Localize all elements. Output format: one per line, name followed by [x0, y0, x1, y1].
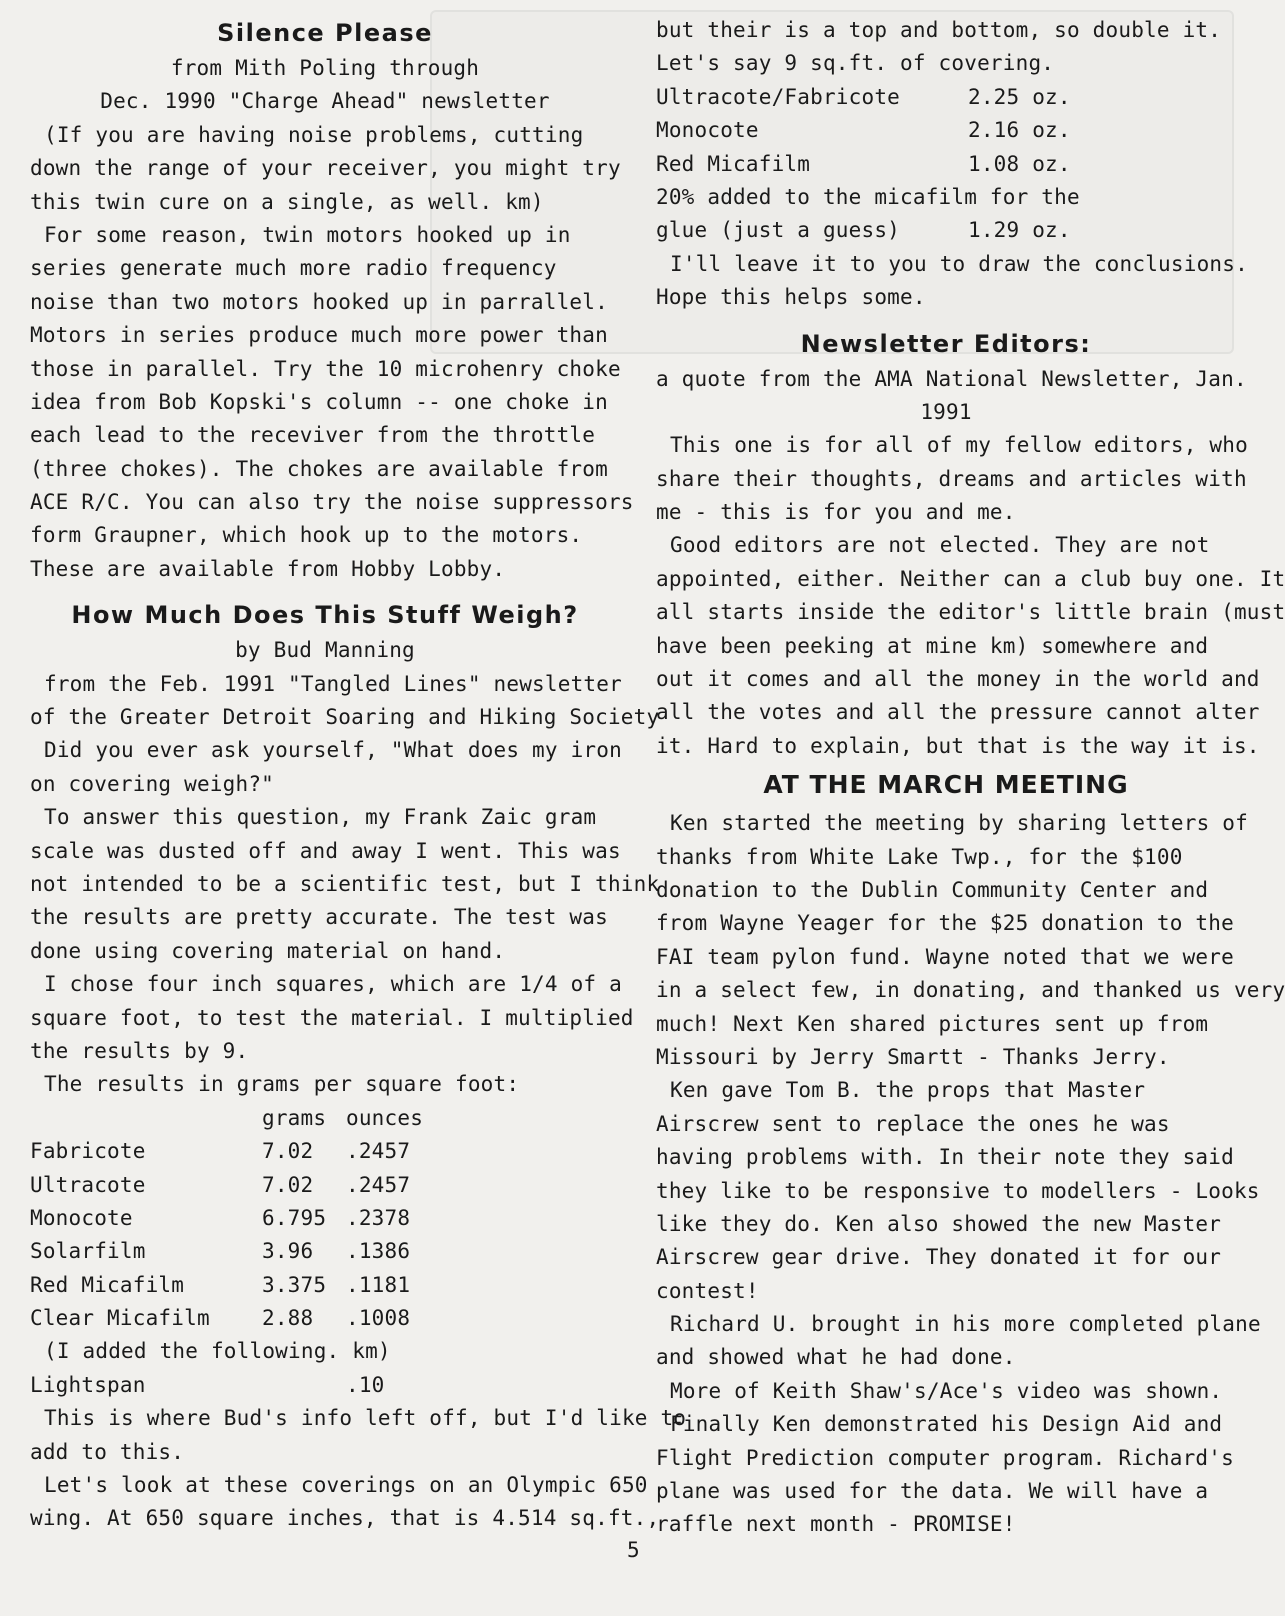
table-cell: .1181: [346, 1272, 411, 1297]
body-line: appointed, either. Neither can a club buy one. It: [656, 566, 1285, 591]
table-cell: 6.795: [262, 1205, 327, 1230]
body-line: donation to the Dublin Community Center and: [656, 877, 1209, 902]
body-line: Did you ever ask yourself, "What does my iron: [44, 738, 622, 763]
table-row: [30, 1135, 620, 1168]
body-line: plane was used for the data. We will have a: [656, 1479, 1209, 1504]
body-line: scale was dusted off and away I went. This was: [30, 838, 621, 863]
body-line: FAI team pylon fund. Wayne noted that we were: [656, 944, 1234, 969]
table-row: [30, 1235, 620, 1268]
table-header: [30, 1102, 620, 1135]
body-line: Ken gave Tom B. the props that Master: [670, 1078, 1146, 1103]
body-line: Airscrew gear drive. They donated it for our: [656, 1245, 1222, 1270]
body-line: all the votes and all the pressure cannot alter: [656, 700, 1260, 725]
body-line: not intended to be a scientific test, but I think: [30, 871, 660, 896]
body-line: I chose four inch squares, which are 1/4 of a: [44, 972, 622, 997]
body-line: having problems with. In their note they said: [656, 1145, 1234, 1170]
body-line: For some reason, twin motors hooked up in: [44, 222, 571, 247]
weight-label: Monocote: [656, 118, 759, 143]
body-line: it. Hard to explain, but that is the way it is.: [656, 733, 1260, 758]
byline: by Bud Manning: [235, 638, 415, 663]
table-row: [30, 1269, 620, 1302]
table-cell: .10: [346, 1372, 385, 1397]
body-line: noise than two motors hooked up in parrallel.: [30, 289, 608, 314]
weight-label: glue (just a guess): [656, 218, 901, 243]
table-cell: Ultracote: [30, 1172, 146, 1197]
body-line: Finally Ken demonstrated his Design Aid and: [670, 1412, 1223, 1437]
body-line: form Graupner, which hook up to the motors.: [30, 523, 583, 548]
table-cell: 7.02: [262, 1139, 314, 1164]
quote-source-year: 1991: [920, 399, 972, 424]
table-row: [30, 1369, 620, 1402]
table-cell: .1008: [346, 1306, 411, 1331]
body-line: like they do. Ken also showed the new Master: [656, 1211, 1222, 1236]
table-cell: Fabricote: [30, 1139, 146, 1164]
body-line: 20% added to the micafilm for the: [656, 184, 1080, 209]
body-line: they like to be responsive to modellers - Looks: [656, 1178, 1260, 1203]
weight-row: [656, 148, 1236, 181]
body-line: out it comes and all the money in the world and: [656, 667, 1260, 692]
body-line: much! Next Ken shared pictures sent up from: [656, 1011, 1209, 1036]
right-column: [656, 14, 1285, 1542]
body-line: Hope this helps some.: [656, 285, 926, 310]
body-line: Let's look at these coverings on an Olympic 650: [44, 1473, 648, 1498]
added-note: (I added the following. km): [44, 1339, 391, 1364]
weight-value: 2.16 oz.: [968, 118, 1071, 143]
table-cell: Lightspan: [30, 1372, 146, 1397]
body-line: thanks from White Lake Twp., for the $100: [656, 844, 1183, 869]
body-line: but their is a top and bottom, so double it.: [656, 18, 1222, 42]
editor-note-line: down the range of your receiver, you might try: [30, 156, 621, 181]
table-row: [30, 1302, 620, 1335]
editor-note-line: (If you are having noise problems, cutting: [44, 122, 584, 147]
body-line: ACE R/C. You can also try the noise suppressors: [30, 490, 634, 515]
table-cell: 7.02: [262, 1172, 314, 1197]
table-row: [30, 1169, 620, 1202]
table-cell: 3.375: [262, 1272, 327, 1297]
body-line: done using covering material on hand.: [30, 938, 506, 963]
table-cell: 3.96: [262, 1239, 314, 1264]
body-line: Flight Prediction computer program. Richard's: [656, 1445, 1234, 1470]
body-line: Ken started the meeting by sharing letters of: [670, 811, 1248, 836]
body-line: Missouri by Jerry Smartt - Thanks Jerry.: [656, 1044, 1170, 1069]
body-line: To answer this question, my Frank Zaic gram: [44, 805, 597, 830]
weight-table: [30, 1102, 620, 1403]
table-cell: [262, 1369, 346, 1402]
table-cell: Solarfilm: [30, 1239, 146, 1264]
weight-value: 2.25 oz.: [968, 84, 1071, 109]
table-cell: .2378: [346, 1205, 411, 1230]
byline: from Mith Poling through: [170, 56, 480, 80]
body-line: This one is for all of my fellow editors, who: [670, 433, 1248, 458]
table-cell: .1386: [346, 1239, 411, 1264]
body-line: share their thoughts, dreams and articles with: [656, 466, 1247, 491]
body-line: contest!: [656, 1278, 759, 1303]
weight-value: 1.29 oz.: [968, 218, 1071, 243]
weight-row: [656, 81, 1236, 114]
page-number: 5: [627, 1538, 640, 1562]
table-row: [30, 1202, 620, 1235]
source-line: of the Greater Detroit Soaring and Hiking Society: [30, 705, 660, 730]
body-line: and showed what he had done.: [656, 1345, 1016, 1370]
body-line: on covering weigh?": [30, 771, 275, 796]
table-header-cell: ounces: [346, 1105, 424, 1130]
byline-source: Dec. 1990 "Charge Ahead" newsletter: [100, 89, 550, 114]
body-line: me - this is for you and me.: [656, 500, 1016, 525]
body-line: These are available from Hobby Lobby.: [30, 556, 506, 581]
table-cell: .2457: [346, 1172, 411, 1197]
article-title-weigh: How Much Does This Stuff Weigh?: [71, 601, 579, 630]
body-line: Richard U. brought in his more completed plane: [670, 1312, 1261, 1337]
body-line: all starts inside the editor's little brain (must: [656, 600, 1285, 625]
table-cell: 2.88: [262, 1306, 314, 1331]
article-title-meeting: AT THE MARCH MEETING: [763, 770, 1129, 800]
body-line: the results by 9.: [30, 1038, 249, 1063]
article-title-silence: Silence Please: [217, 19, 433, 47]
body-line: in a select few, in donating, and thanked us very: [656, 978, 1285, 1003]
left-column: [30, 14, 687, 1536]
body-line: wing. At 650 square inches, that is 4.514 sq.ft.,: [30, 1506, 660, 1531]
body-line: series generate much more radio frequency: [30, 256, 557, 281]
body-line: Airscrew sent to replace the ones he was: [656, 1111, 1170, 1136]
body-line: add to this.: [30, 1439, 185, 1464]
body-line: This is where Bud's info left off, but I'd like to: [44, 1406, 687, 1431]
body-line: Good editors are not elected. They are not: [670, 533, 1210, 558]
body-line: raffle next month - PROMISE!: [656, 1512, 1016, 1537]
table-cell: .2457: [346, 1139, 411, 1164]
table-cell: Monocote: [30, 1205, 133, 1230]
source-line: from the Feb. 1991 "Tangled Lines" newsletter: [44, 671, 622, 696]
weight-row: [656, 214, 1236, 247]
weight-label: Red Micafilm: [656, 151, 811, 176]
body-line: each lead to the receviver from the throttle: [30, 423, 596, 448]
table-cell: Clear Micafilm: [30, 1306, 210, 1331]
body-line: square foot, to test the material. I multiplied: [30, 1005, 634, 1030]
results-intro: The results in grams per square foot:: [44, 1072, 520, 1097]
body-line: Let's say 9 sq.ft. of covering.: [656, 51, 1055, 76]
body-line: the results are pretty accurate. The test was: [30, 905, 608, 930]
weight-value: 1.08 oz.: [968, 151, 1071, 176]
article-title-editors: Newsletter Editors:: [800, 329, 1092, 358]
body-line: I'll leave it to you to draw the conclusions.: [670, 251, 1248, 276]
weight-label: Ultracote/Fabricote: [656, 84, 901, 109]
body-line: Motors in series produce much more power than: [30, 323, 608, 348]
body-line: those in parallel. Try the 10 microhenry choke: [30, 356, 621, 381]
quote-source: a quote from the AMA National Newsletter, Jan.: [656, 366, 1247, 391]
body-line: (three chokes). The chokes are available from: [30, 456, 608, 481]
table-header-cell: grams: [262, 1105, 327, 1130]
weight-row: [656, 114, 1236, 147]
body-line: from Wayne Yeager for the $25 donation to the: [656, 911, 1234, 936]
body-line: More of Keith Shaw's/Ace's video was shown.: [670, 1378, 1223, 1403]
body-line: idea from Bob Kopski's column -- one choke in: [30, 389, 608, 414]
body-line: have been peeking at mine km) somewhere and: [656, 633, 1209, 658]
table-cell: Red Micafilm: [30, 1272, 185, 1297]
table-header-cell: [30, 1102, 262, 1135]
editor-note-line: this twin cure on a single, as well. km): [30, 189, 544, 214]
